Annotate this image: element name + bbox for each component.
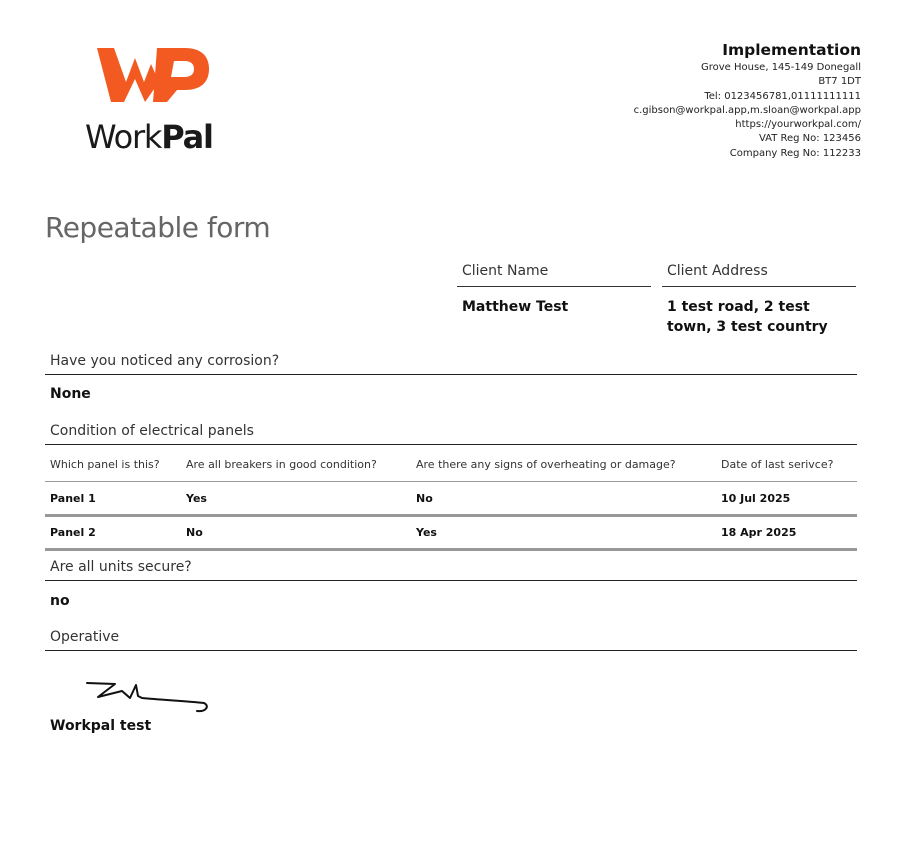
table-cell: No — [411, 482, 716, 516]
client-address-value: 1 test road, 2 test town, 3 test country — [667, 299, 828, 335]
table-cell: Yes — [181, 482, 411, 516]
table-cell: 18 Apr 2025 — [716, 516, 857, 550]
client-name-label: Client Name — [457, 258, 651, 287]
company-tel: Tel: 0123456781,01111111111 — [704, 90, 861, 102]
logo-wordmark: WorkPal — [85, 118, 213, 156]
company-address-line2: BT7 1DT — [818, 76, 861, 88]
table-header-cell: Which panel is this? — [45, 447, 181, 482]
client-address-label: Client Address — [662, 258, 856, 287]
company-reg: Company Reg No: 112233 — [729, 147, 861, 159]
client-name-value: Matthew Test — [462, 299, 569, 315]
secure-question: Are all units secure? — [45, 557, 857, 581]
company-emails: c.gibson@workpal.app,m.sloan@workpal.app — [633, 104, 861, 116]
corrosion-answer: None — [50, 386, 91, 402]
table-cell: No — [181, 516, 411, 550]
table-header-cell: Are all breakers in good condition? — [181, 447, 411, 482]
table-cell: Yes — [411, 516, 716, 550]
table-header-row — [45, 447, 857, 482]
table-cell: Panel 1 — [45, 482, 181, 516]
table-row — [45, 482, 857, 516]
secure-answer: no — [50, 593, 70, 609]
company-details — [634, 40, 861, 161]
client-name-block — [457, 258, 651, 317]
table-row — [45, 516, 857, 550]
table-header-cell: Are there any signs of overheating or damage? — [411, 447, 716, 482]
table-header-cell: Date of last serivce? — [716, 447, 857, 482]
workpal-logo — [85, 44, 225, 156]
panels-question: Condition of electrical panels — [45, 421, 857, 445]
operative-name: Workpal test — [50, 718, 152, 734]
operative-question: Operative — [45, 627, 857, 651]
table-cell: 10 Jul 2025 — [716, 482, 857, 516]
company-website: https://yourworkpal.com/ — [735, 119, 861, 131]
table-cell: Panel 2 — [45, 516, 181, 550]
company-name: Implementation — [722, 41, 861, 59]
company-vat: VAT Reg No: 123456 — [758, 133, 861, 145]
signature-image — [82, 678, 217, 722]
wp-logo-mark-icon — [85, 44, 211, 106]
client-address-block — [662, 258, 856, 337]
panels-table — [45, 447, 857, 551]
corrosion-question: Have you noticed any corrosion? — [45, 351, 857, 375]
company-address-line1: Grove House, 145-149 Donegall — [700, 62, 861, 73]
form-title: Repeatable form — [45, 211, 271, 244]
